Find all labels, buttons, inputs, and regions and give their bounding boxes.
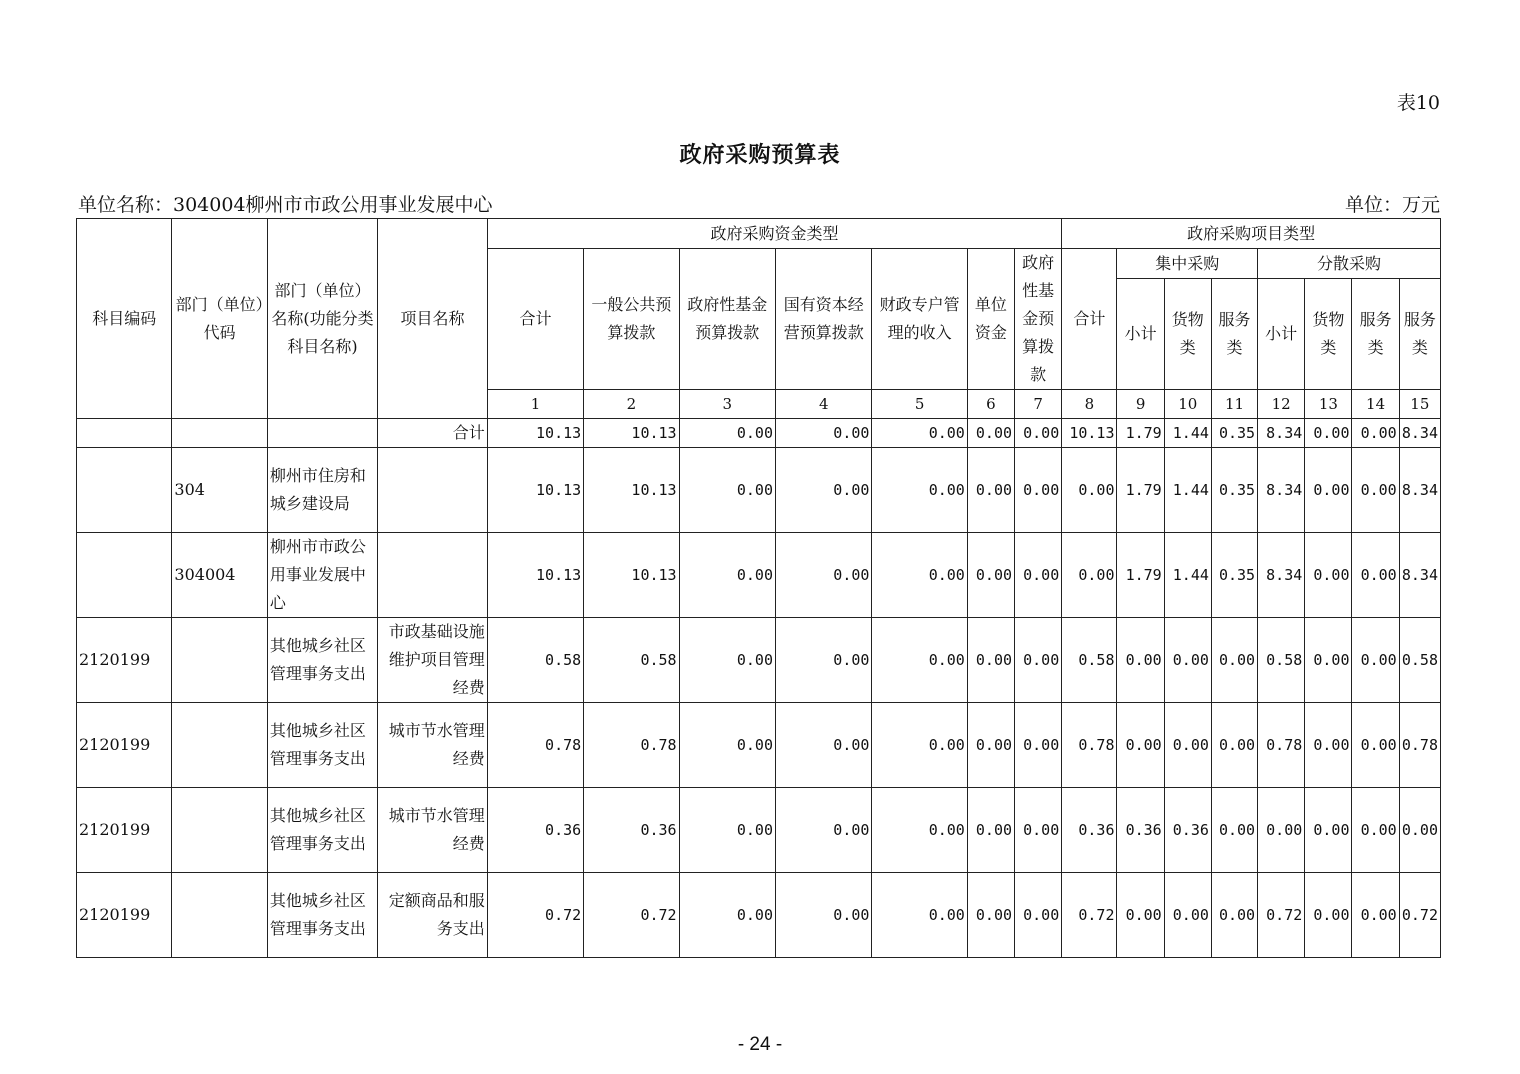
header-sub-col-2: 货物类 (1164, 279, 1211, 390)
value-cell: 0.78 (487, 703, 583, 788)
value-cell: 0.36 (1164, 788, 1211, 873)
table-row (77, 448, 1441, 533)
total-value-cell: 8.34 (1399, 419, 1440, 448)
header-row-1 (77, 219, 1441, 249)
value-cell: 0.00 (776, 703, 872, 788)
total-value-cell: 10.13 (487, 419, 583, 448)
value-cell: 0.00 (872, 618, 967, 703)
value-cell: 0.00 (1015, 448, 1062, 533)
total-value-cell: 1.44 (1164, 419, 1211, 448)
value-cell: 8.34 (1399, 533, 1440, 618)
value-cell: 0.78 (1062, 703, 1117, 788)
unit-name: 单位名称：304004柳州市市政公用事业发展中心 (78, 194, 493, 216)
header-fund-col-6: 单位资金 (967, 249, 1014, 390)
value-cell: 0.35 (1211, 448, 1257, 533)
value-cell: 0.36 (487, 788, 583, 873)
column-index: 10 (1164, 390, 1211, 419)
table-number: 表10 (1396, 92, 1440, 114)
header-subject-code: 科目编码 (77, 219, 172, 419)
column-index: 1 (487, 390, 583, 419)
header-fund-col-7: 政府性基金预算拨款 (1015, 249, 1062, 390)
value-cell: 0.00 (1117, 618, 1164, 703)
value-cell: 0.00 (1305, 533, 1352, 618)
value-cell: 0.00 (967, 448, 1014, 533)
column-index: 11 (1211, 390, 1257, 419)
value-cell: 0.00 (1211, 703, 1257, 788)
total-empty-cell (77, 419, 172, 448)
value-cell: 0.78 (584, 703, 679, 788)
header-fund-col-1: 合计 (487, 249, 583, 390)
total-empty-cell (172, 419, 267, 448)
value-cell: 0.00 (1305, 703, 1352, 788)
total-value-cell: 0.35 (1211, 419, 1257, 448)
table-row (77, 703, 1441, 788)
value-cell: 0.00 (967, 618, 1014, 703)
value-cell: 0.58 (1399, 618, 1440, 703)
header-fund-col-5: 财政专户管理的收入 (872, 249, 967, 390)
page-number: - 24 - (737, 1034, 783, 1055)
dept-code-cell (172, 788, 267, 873)
value-cell: 1.44 (1164, 448, 1211, 533)
value-cell: 8.34 (1399, 448, 1440, 533)
value-cell: 0.00 (1015, 618, 1062, 703)
value-cell: 0.00 (872, 533, 967, 618)
value-cell: 0.00 (1352, 618, 1399, 703)
value-cell: 0.00 (1211, 788, 1257, 873)
subject-code-cell: 2120199 (77, 873, 172, 958)
value-cell: 0.00 (1015, 703, 1062, 788)
column-index: 13 (1305, 390, 1352, 419)
value-cell: 0.58 (1062, 618, 1117, 703)
value-cell: 0.00 (776, 618, 872, 703)
value-cell: 0.00 (1211, 873, 1257, 958)
value-cell: 0.00 (679, 788, 775, 873)
header-sub-col-5: 货物类 (1305, 279, 1352, 390)
total-label: 合计 (378, 419, 487, 448)
value-cell: 1.79 (1117, 448, 1164, 533)
value-cell: 0.00 (679, 873, 775, 958)
value-cell: 0.58 (1258, 618, 1305, 703)
value-cell: 0.00 (1305, 788, 1352, 873)
value-cell: 0.00 (1399, 788, 1440, 873)
subject-code-cell: 2120199 (77, 788, 172, 873)
value-cell: 0.72 (487, 873, 583, 958)
value-cell: 0.72 (1258, 873, 1305, 958)
value-cell: 0.00 (1352, 448, 1399, 533)
value-cell: 0.00 (872, 448, 967, 533)
total-value-cell: 0.00 (967, 419, 1014, 448)
unit-label: 单位：万元 (1344, 194, 1440, 216)
dept-name-cell: 其他城乡社区管理事务支出 (267, 788, 377, 873)
value-cell: 0.00 (679, 618, 775, 703)
total-empty-cell (267, 419, 377, 448)
project-name-cell: 定额商品和服务支出 (378, 873, 487, 958)
subject-code-cell: 2120199 (77, 703, 172, 788)
value-cell: 0.36 (1117, 788, 1164, 873)
dept-name-cell: 柳州市市政公用事业发展中心 (267, 533, 377, 618)
value-cell: 0.00 (967, 703, 1014, 788)
dept-code-cell (172, 703, 267, 788)
total-value-cell: 0.00 (872, 419, 967, 448)
dept-name-cell: 柳州市住房和城乡建设局 (267, 448, 377, 533)
value-cell: 1.44 (1164, 533, 1211, 618)
value-cell: 0.00 (1015, 873, 1062, 958)
value-cell: 0.00 (1258, 788, 1305, 873)
value-cell: 0.00 (776, 448, 872, 533)
subject-code-cell (77, 533, 172, 618)
value-cell: 10.13 (584, 533, 679, 618)
value-cell: 0.00 (967, 788, 1014, 873)
value-cell: 0.00 (776, 788, 872, 873)
total-value-cell: 0.00 (776, 419, 872, 448)
value-cell: 0.78 (1399, 703, 1440, 788)
value-cell: 0.00 (1062, 533, 1117, 618)
column-index: 8 (1062, 390, 1117, 419)
value-cell: 0.58 (487, 618, 583, 703)
value-cell: 0.00 (872, 788, 967, 873)
header-sub-col-4: 小计 (1258, 279, 1305, 390)
value-cell: 0.00 (1352, 703, 1399, 788)
value-cell: 8.34 (1258, 448, 1305, 533)
table-row (77, 533, 1441, 618)
column-index: 15 (1399, 390, 1440, 419)
table-row (77, 873, 1441, 958)
value-cell: 0.00 (1305, 448, 1352, 533)
value-cell: 0.72 (1399, 873, 1440, 958)
subject-code-cell (77, 448, 172, 533)
dept-code-cell (172, 873, 267, 958)
value-cell: 0.00 (967, 873, 1014, 958)
value-cell: 0.00 (872, 873, 967, 958)
dept-code-cell: 304004 (172, 533, 267, 618)
value-cell: 10.13 (584, 448, 679, 533)
value-cell: 0.00 (1015, 788, 1062, 873)
value-cell: 0.35 (1211, 533, 1257, 618)
header-project-total: 合计 (1062, 249, 1117, 390)
value-cell: 10.13 (487, 533, 583, 618)
value-cell: 8.34 (1258, 533, 1305, 618)
project-name-cell (378, 533, 487, 618)
header-dept-code: 部门（单位）代码 (172, 219, 267, 419)
value-cell: 0.00 (776, 533, 872, 618)
value-cell: 0.00 (967, 533, 1014, 618)
value-cell: 0.00 (1305, 873, 1352, 958)
table-row (77, 618, 1441, 703)
dept-code-cell: 304 (172, 448, 267, 533)
total-value-cell: 0.00 (1305, 419, 1352, 448)
column-index: 14 (1352, 390, 1399, 419)
header-project-name: 项目名称 (378, 219, 487, 419)
total-value-cell: 10.13 (584, 419, 679, 448)
value-cell: 0.78 (1258, 703, 1305, 788)
column-index: 5 (872, 390, 967, 419)
dept-name-cell: 其他城乡社区管理事务支出 (267, 873, 377, 958)
value-cell: 0.00 (679, 703, 775, 788)
value-cell: 0.00 (1352, 873, 1399, 958)
value-cell: 0.00 (1164, 618, 1211, 703)
value-cell: 0.72 (584, 873, 679, 958)
column-index: 4 (776, 390, 872, 419)
procurement-budget-table (76, 218, 1441, 958)
value-cell: 1.79 (1117, 533, 1164, 618)
value-cell: 0.00 (1062, 448, 1117, 533)
value-cell: 0.00 (1164, 703, 1211, 788)
value-cell: 0.00 (1305, 618, 1352, 703)
column-index: 3 (679, 390, 775, 419)
header-sub-col-3: 服务类 (1211, 279, 1257, 390)
column-index: 12 (1258, 390, 1305, 419)
value-cell: 0.00 (1015, 533, 1062, 618)
value-cell: 0.36 (1062, 788, 1117, 873)
total-value-cell: 0.00 (679, 419, 775, 448)
header-fund-col-2: 一般公共预算拨款 (584, 249, 679, 390)
table-row (77, 788, 1441, 873)
header-sub-col-1: 小计 (1117, 279, 1164, 390)
header-sub-col-6: 服务类 (1352, 279, 1399, 390)
project-name-cell (378, 448, 487, 533)
total-row (77, 419, 1441, 448)
project-name-cell: 城市节水管理经费 (378, 703, 487, 788)
value-cell: 0.58 (584, 618, 679, 703)
header-sub-col-7: 服务类 (1399, 279, 1440, 390)
value-cell: 0.00 (1164, 873, 1211, 958)
value-cell: 0.36 (584, 788, 679, 873)
header-centralized: 集中采购 (1117, 249, 1258, 279)
column-index: 2 (584, 390, 679, 419)
value-cell: 0.00 (776, 873, 872, 958)
header-project-type: 政府采购项目类型 (1062, 219, 1441, 249)
total-value-cell: 1.79 (1117, 419, 1164, 448)
project-name-cell: 城市节水管理经费 (378, 788, 487, 873)
header-dept-name: 部门（单位）名称(功能分类科目名称) (267, 219, 377, 419)
value-cell: 0.00 (679, 448, 775, 533)
value-cell: 0.00 (1352, 788, 1399, 873)
value-cell: 0.00 (1117, 873, 1164, 958)
dept-name-cell: 其他城乡社区管理事务支出 (267, 618, 377, 703)
dept-code-cell (172, 618, 267, 703)
project-name-cell: 市政基础设施维护项目管理经费 (378, 618, 487, 703)
dept-name-cell: 其他城乡社区管理事务支出 (267, 703, 377, 788)
page-title: 政府采购预算表 (679, 142, 841, 168)
value-cell: 0.00 (679, 533, 775, 618)
column-index: 6 (967, 390, 1014, 419)
value-cell: 0.72 (1062, 873, 1117, 958)
header-fund-col-3: 政府性基金预算拨款 (679, 249, 775, 390)
column-index: 7 (1015, 390, 1062, 419)
header-fund-type: 政府采购资金类型 (487, 219, 1062, 249)
total-value-cell: 8.34 (1258, 419, 1305, 448)
value-cell: 0.00 (872, 703, 967, 788)
total-value-cell: 10.13 (1062, 419, 1117, 448)
total-value-cell: 0.00 (1352, 419, 1399, 448)
total-value-cell: 0.00 (1015, 419, 1062, 448)
header-decentralized: 分散采购 (1258, 249, 1441, 279)
subject-code-cell: 2120199 (77, 618, 172, 703)
value-cell: 10.13 (487, 448, 583, 533)
value-cell: 0.00 (1117, 703, 1164, 788)
header-fund-col-4: 国有资本经营预算拨款 (776, 249, 872, 390)
value-cell: 0.00 (1352, 533, 1399, 618)
value-cell: 0.00 (1211, 618, 1257, 703)
column-index: 9 (1117, 390, 1164, 419)
